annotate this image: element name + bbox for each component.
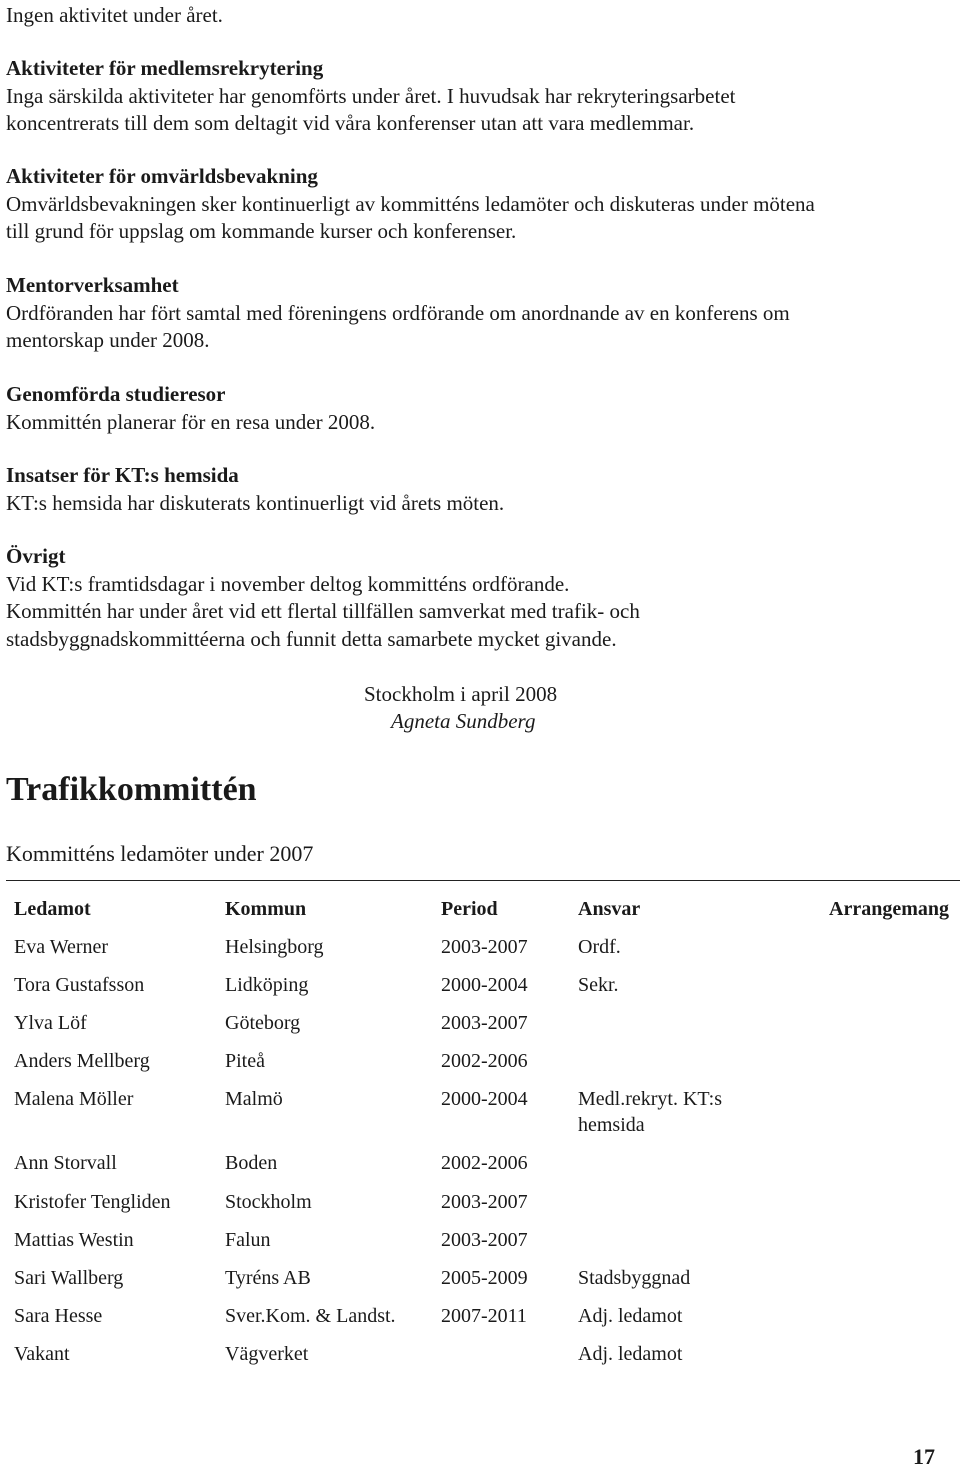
committee-title: Trafikkommittén	[6, 771, 257, 808]
cell-period: 2000-2004	[441, 974, 528, 996]
signature-name: Agneta Sundberg	[391, 709, 536, 733]
cell-ledamot: Ann Storvall	[14, 1152, 117, 1174]
cell-ansvar-continued: hemsida	[578, 1114, 645, 1136]
cell-kommun: Lidköping	[225, 974, 309, 996]
cell-ansvar: Ordf.	[578, 936, 621, 958]
cell-period: 2003-2007	[441, 1012, 528, 1034]
column-header-period: Period	[441, 898, 498, 920]
section-mentorverksamhet	[6, 272, 956, 355]
section-line: Ordföranden har fört samtal med föreningens ordförande om anordnande av en konferens om	[6, 300, 790, 325]
column-header-ansvar: Ansvar	[578, 898, 641, 920]
cell-period: 2007-2011	[441, 1305, 527, 1327]
cell-kommun: Helsingborg	[225, 936, 324, 958]
members-caption: Kommitténs ledamöter under 2007	[6, 841, 314, 866]
section-ovrigt	[6, 543, 956, 653]
section-line: stadsbyggnadskommittéerna och funnit detta samarbete mycket givande.	[6, 626, 617, 651]
cell-kommun: Vägverket	[225, 1343, 309, 1365]
cell-kommun: Stockholm	[225, 1191, 312, 1213]
section-heading: Genomförda studieresor	[6, 382, 226, 406]
section-line: KT:s hemsida har diskuterats kontinuerligt vid årets möten.	[6, 490, 505, 515]
cell-ledamot: Sari Wallberg	[14, 1267, 124, 1289]
section-heading: Insatser för KT:s hemsida	[6, 463, 239, 487]
section-studieresor	[6, 381, 956, 436]
cell-period: 2002-2006	[441, 1050, 528, 1072]
table-top-rule	[6, 880, 960, 881]
cell-ledamot: Eva Werner	[14, 936, 109, 958]
cell-period: 2003-2007	[441, 1191, 528, 1213]
cell-ansvar: Adj. ledamot	[578, 1305, 683, 1327]
cell-ledamot: Sara Hesse	[14, 1305, 103, 1327]
cell-kommun: Falun	[225, 1229, 271, 1251]
cell-ansvar: Medl.rekryt. KT:s	[578, 1088, 722, 1110]
section-line: koncentrerats till dem som deltagit vid våra konferenser utan att vara medlemmar.	[6, 111, 695, 135]
section-line: Kommittén planerar för en resa under 2008.	[6, 409, 376, 434]
column-header-ledamot: Ledamot	[14, 898, 91, 920]
cell-kommun: Göteborg	[225, 1012, 301, 1034]
section-line: Omvärldsbevakningen sker kontinuerligt av kommitténs ledamöter och diskuteras under mötena	[6, 191, 815, 216]
cell-period: 2005-2009	[441, 1267, 528, 1289]
cell-ledamot: Kristofer Tengliden	[14, 1191, 171, 1213]
cell-ledamot: Mattias Westin	[14, 1229, 134, 1251]
cell-kommun: Malmö	[225, 1088, 283, 1110]
cell-ansvar: Stadsbyggnad	[578, 1267, 691, 1289]
section-heading: Mentorverksamhet	[6, 273, 179, 297]
section-heading: Aktiviteter för omvärldsbevakning	[6, 164, 318, 188]
cell-ledamot: Ylva Löf	[14, 1012, 87, 1034]
section-line: Vid KT:s framtidsdagar i november deltog kommitténs ordförande.	[6, 571, 570, 596]
cell-ansvar: Sekr.	[578, 974, 619, 996]
page-number: 17	[913, 1444, 935, 1469]
section-line: mentorskap under 2008.	[6, 328, 210, 352]
cell-period: 2002-2006	[441, 1152, 528, 1174]
cell-ledamot: Anders Mellberg	[14, 1050, 150, 1072]
cell-period: 2000-2004	[441, 1088, 528, 1110]
section-line: Inga särskilda aktiviteter har genomförts under året. I huvudsak har rekryteringsarbetet	[6, 83, 736, 108]
cell-kommun: Sver.Kom. & Landst.	[225, 1305, 396, 1327]
section-medlemsrekrytering	[6, 55, 956, 138]
section-heading: Övrigt	[6, 544, 66, 568]
section-heading: Aktiviteter för medlemsrekrytering	[6, 56, 324, 80]
cell-kommun: Boden	[225, 1152, 278, 1174]
intro-line: Ingen aktivitet under året.	[6, 3, 223, 27]
section-hemsida	[6, 462, 956, 517]
cell-ansvar: Adj. ledamot	[578, 1343, 683, 1365]
cell-kommun: Piteå	[225, 1050, 265, 1072]
signature-place-date: Stockholm i april 2008	[364, 682, 558, 706]
section-line: Kommittén har under året vid ett flertal tillfällen samverkat med trafik- och	[6, 599, 640, 623]
column-header-kommun: Kommun	[225, 898, 307, 920]
cell-period: 2003-2007	[441, 1229, 528, 1251]
cell-kommun: Tyréns AB	[225, 1267, 311, 1289]
section-line: till grund för uppslag om kommande kurser och konferenser.	[6, 219, 517, 243]
cell-ledamot: Malena Möller	[14, 1088, 134, 1110]
cell-ledamot: Tora Gustafsson	[14, 974, 145, 996]
cell-period: 2003-2007	[441, 936, 528, 958]
section-omvarldsbevakning	[6, 163, 956, 246]
column-header-arrangemang: Arrangemang	[829, 898, 949, 920]
cell-ledamot: Vakant	[14, 1343, 70, 1365]
